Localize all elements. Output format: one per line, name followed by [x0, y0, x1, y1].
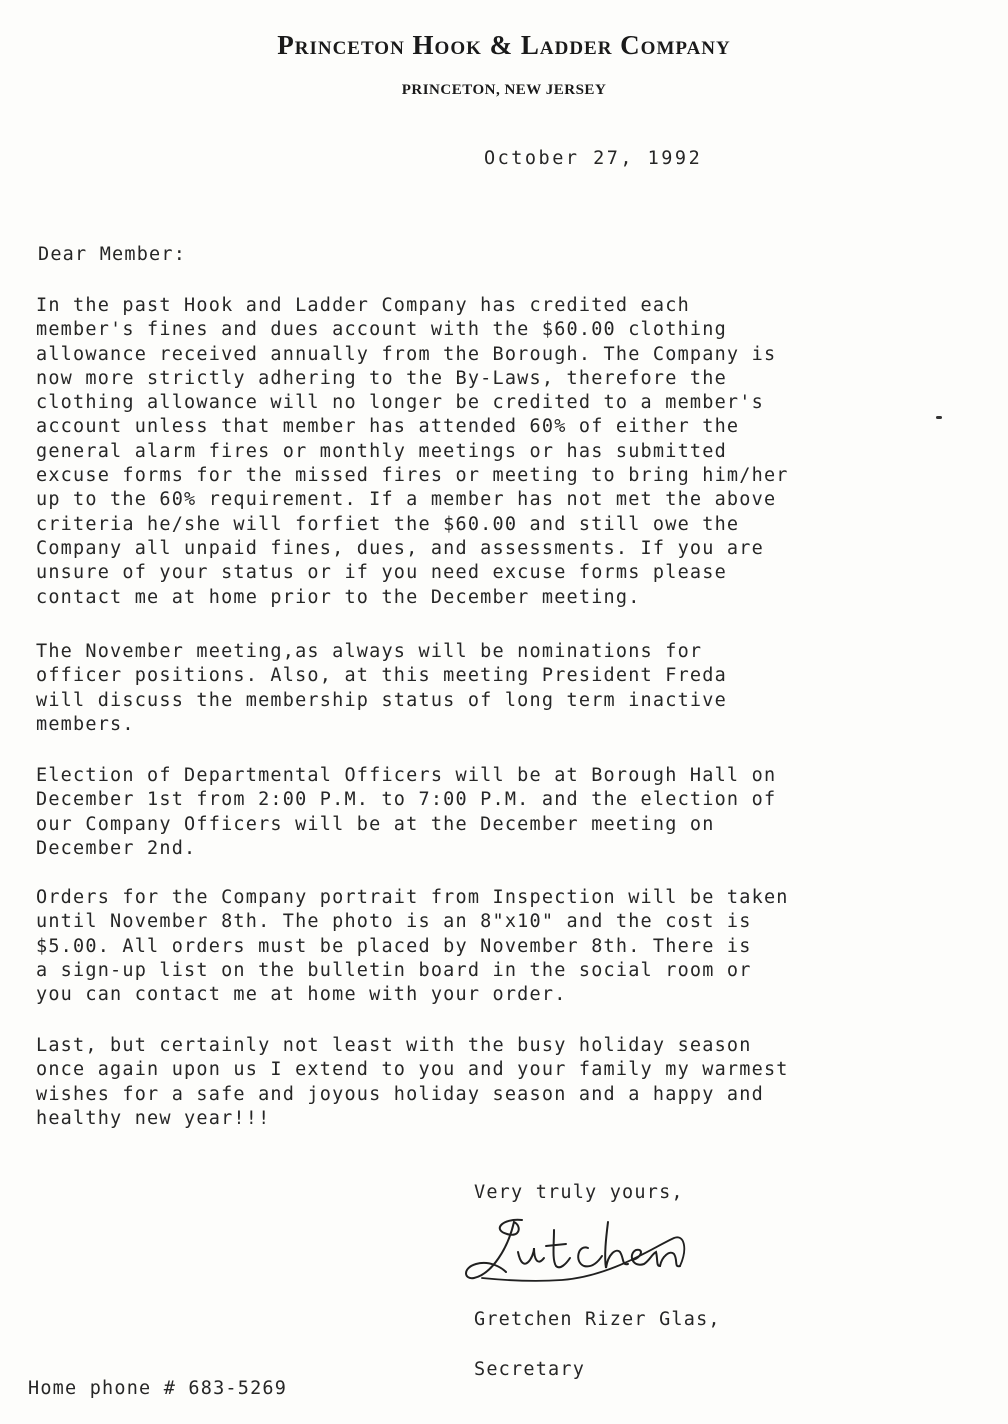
paragraph-holiday-wishes: Last, but certainly not least with the busy holiday season once again upon us I extend to you and your family my warmest wishes for a safe and joyous holiday season and a happy and healthy new year!!! [36, 1035, 789, 1129]
letter-date: October 27, 1992 [484, 148, 703, 169]
signer-title: Secretary [474, 1359, 586, 1380]
signer-block [474, 1282, 721, 1382]
paragraph-elections: Election of Departmental Officers will be at Borough Hall on December 1st from 2:00 P.M. to 7:00 P.M. and the election of our Company Officers will be at the December meeting on December 2nd. [36, 765, 777, 859]
letterhead-location: PRINCETON, NEW JERSEY [401, 82, 607, 98]
paper-speck [936, 416, 942, 419]
paragraph-clothing-allowance: In the past Hook and Ladder Company has credited each member's fines and dues account with the $60.00 clothing allowance received annually from the Borough. The Company is now more strictly adhering to the By-Laws, therefore the clothing allowance will no longer be credited to a member's account unless that member has attended 60% of either the general alarm fires or monthly meetings or has submitted excuse forms for the missed fires or meeting to bring him/her up to the 60% requirement. If a member has not met the above criteria he/she will forfiet the $60.00 and still owe the Company all unpaid fines, dues, and assessments. If you are unsure of your status or if you need excuse forms please contact me at home prior to the December meeting. [36, 295, 789, 608]
signer-name: Gretchen Rizer Glas, [474, 1309, 721, 1330]
paragraph-november-meeting: The November meeting,as always will be nominations for officer positions. Also, at this meeting President Freda will discuss the membership status of long term inactive members. [36, 641, 727, 735]
handwritten-signature [462, 1208, 702, 1290]
paragraph-company-portrait: Orders for the Company portrait from Inspection will be taken until November 8th. The photo is an 8"x10" and the cost is $5.00. All orders must be placed by November 8th. There is a sign-up list on the bulletin board in the social room or you can contact me at home with your order. [36, 887, 789, 1006]
letterhead-company-name: Princeton Hook & Ladder Company [277, 30, 731, 60]
home-phone: Home phone # 683-5269 [28, 1378, 288, 1399]
salutation: Dear Member: [38, 244, 187, 265]
closing: Very truly yours, [474, 1182, 684, 1203]
